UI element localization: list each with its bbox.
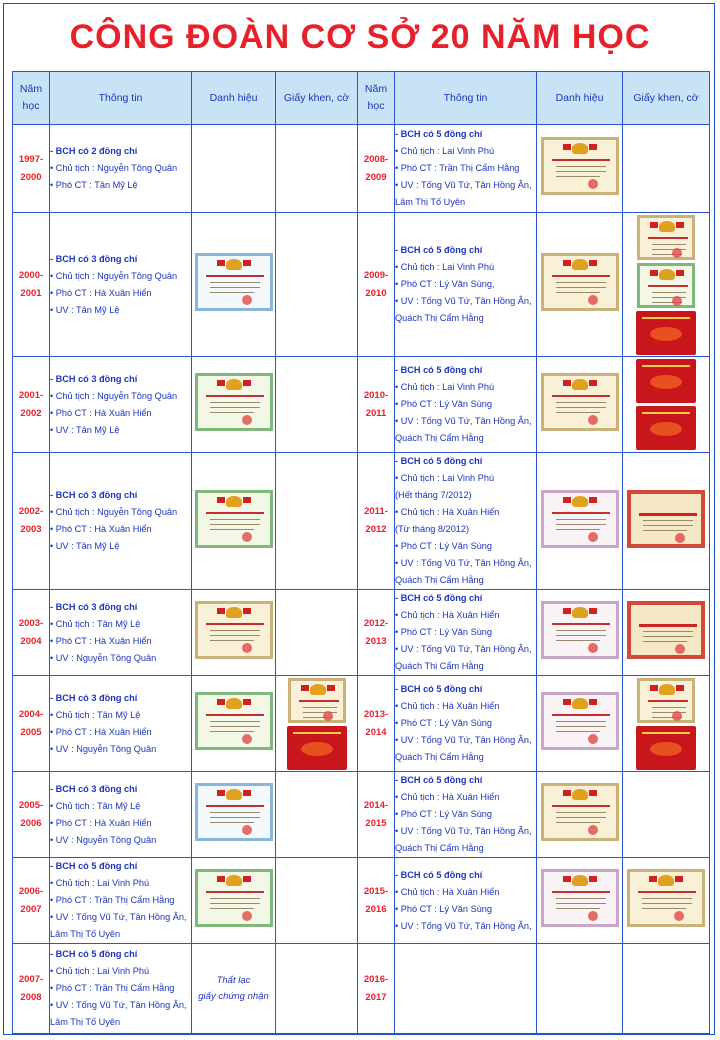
table-row — [13, 772, 710, 858]
award-banner-image — [636, 359, 696, 403]
info-cell: - BCH có 3 đồng chí • Chủ tịch : Nguyễn Tông Quân • Phó CT : Hà Xuân Hiển • UV : Tân Mỹ Lệ — [50, 213, 192, 357]
award-banner-image — [636, 726, 696, 770]
award-certificate-image — [627, 601, 705, 659]
certificate-image — [195, 601, 273, 659]
certificate-image — [195, 373, 273, 431]
table-row — [13, 213, 710, 357]
certificate-image — [541, 601, 619, 659]
info-cell: - BCH có 3 đồng chí • Chủ tịch : Tân Mỹ Lệ • Phó CT : Hà Xuân Hiển • UV : Nguyễn Tông Quân — [50, 676, 192, 772]
awards-cell — [276, 125, 358, 213]
certificate-image — [637, 263, 695, 308]
awards-cell — [276, 772, 358, 858]
awards-cell — [276, 858, 358, 944]
award-banner-image — [287, 726, 347, 770]
info-cell: - BCH có 5 đồng chí • Chủ tịch : Hà Xuân Hiển • Phó CT : Lý Văn Sùng • UV : Tống Vũ Tứ, Tân Hồng Ân, Quách Thị Cẩm Hằng — [395, 590, 537, 676]
page-title: CÔNG ĐOÀN CƠ SỞ 20 NĂM HỌC — [69, 18, 651, 56]
title-cell — [192, 590, 276, 676]
table-row — [13, 858, 710, 944]
certificate-image — [541, 692, 619, 750]
header-info-left: Thông tin — [50, 72, 192, 125]
info-cell: - BCH có 5 đồng chí • Chủ tịch : Lai Vinh Phú • Phó CT : Lý Văn Sùng, • UV : Tống Vũ Tứ, Tân Hồng Ân, Quách Thị Cẩm Hằng — [395, 213, 537, 357]
info-cell: - BCH có 5 đồng chí • Chủ tịch : Lai Vinh Phú • Phó CT : Lý Văn Sùng • UV : Tống Vũ Tứ, Tân Hồng Ân, Quách Thị Cẩm Hằng — [395, 357, 537, 453]
title-cell — [192, 213, 276, 357]
info-cell: - BCH có 2 đồng chí • Chủ tịch : Nguyễn Tông Quân • Phó CT : Tân Mỹ Lệ — [50, 125, 192, 213]
title-cell — [537, 676, 623, 772]
awards-cell — [276, 357, 358, 453]
year-cell: 2016-2017 — [358, 944, 395, 1034]
title-cell — [192, 772, 276, 858]
year-cell: 2005-2006 — [13, 772, 50, 858]
title-cell — [192, 858, 276, 944]
awards-cell — [623, 213, 710, 357]
awards-cell — [623, 858, 710, 944]
awards-cell — [623, 772, 710, 858]
awards-cell — [623, 944, 710, 1034]
year-cell: 2007-2008 — [13, 944, 50, 1034]
award-banner-image — [636, 311, 696, 355]
title-cell — [537, 944, 623, 1034]
header-info-right: Thông tin — [395, 72, 537, 125]
info-cell: - BCH có 3 đồng chí • Chủ tịch : Nguyễn Tông Quân • Phó CT : Hà Xuân Hiển • UV : Tân Mỹ Lệ — [50, 453, 192, 590]
table-row — [13, 453, 710, 590]
awards-cell — [623, 357, 710, 453]
info-cell: - BCH có 5 đồng chí • Chủ tịch : Hà Xuân Hiển • Phó CT : Lý Văn Sùng • UV : Tống Vũ Tứ, Tân Hồng Ân, Quách Thị Cẩm Hằng — [395, 772, 537, 858]
table-row — [13, 676, 710, 772]
awards-cell — [276, 944, 358, 1034]
certificate-image — [541, 137, 619, 195]
header-row — [13, 72, 710, 125]
title-cell — [537, 590, 623, 676]
awards-cell — [623, 453, 710, 590]
table-row — [13, 357, 710, 453]
certificate-image — [195, 490, 273, 548]
info-cell: - BCH có 5 đồng chí • Chủ tịch : Lai Vinh Phú • Phó CT : Trần Thị Cẩm Hằng • UV : Tống Vũ Tứ, Tân Hồng Ân, Lâm Thị Tố Uyên — [50, 944, 192, 1034]
year-cell: 2002-2003 — [13, 453, 50, 590]
certificate-image — [541, 869, 619, 927]
header-year-left: Năm học — [13, 72, 50, 125]
info-cell: - BCH có 3 đồng chí • Chủ tịch : Tân Mỹ Lệ • Phó CT : Hà Xuân Hiển • UV : Nguyễn Tông Quân — [50, 590, 192, 676]
year-cell: 1997-2000 — [13, 125, 50, 213]
year-cell: 2013-2014 — [358, 676, 395, 772]
info-cell: - BCH có 5 đồng chí • Chủ tịch : Hà Xuân Hiển • Phó CT : Lý Văn Sùng • UV : Tống Vũ Tứ, Tân Hồng Ân, Quách Thị Cẩm Hằng — [395, 676, 537, 772]
info-cell: - BCH có 5 đồng chí • Chủ tịch : Lai Vinh Phú (Hết tháng 7/2012) • Chủ tịch : Hà Xuân Hiển (Từ tháng 8/2012) • Phó CT : Lý Văn Sùng • UV : Tống Vũ Tứ, Tân Hồng Ân, Quách Thị Cẩm Hằng — [395, 453, 537, 590]
award-banner-image — [636, 406, 696, 450]
certificate-image — [195, 783, 273, 841]
year-cell: 2000-2001 — [13, 213, 50, 357]
awards-cell — [623, 125, 710, 213]
title-cell — [537, 213, 623, 357]
year-cell: 2011-2012 — [358, 453, 395, 590]
certificate-image — [541, 490, 619, 548]
title-cell — [192, 676, 276, 772]
awards-cell — [276, 676, 358, 772]
year-cell: 2006-2007 — [13, 858, 50, 944]
title-cell — [192, 357, 276, 453]
header-title-right: Danh hiệu — [537, 72, 623, 125]
certificate-image — [637, 678, 695, 723]
info-cell: - BCH có 3 đồng chí • Chủ tịch : Tân Mỹ Lệ • Phó CT : Hà Xuân Hiển • UV : Nguyễn Tông Quân — [50, 772, 192, 858]
awards-cell — [276, 590, 358, 676]
year-cell: 2010-2011 — [358, 357, 395, 453]
year-cell: 2004-2005 — [13, 676, 50, 772]
year-cell: 2014-2015 — [358, 772, 395, 858]
history-table — [12, 71, 710, 1034]
title-cell — [537, 357, 623, 453]
table-row — [13, 944, 710, 1034]
title-cell — [192, 125, 276, 213]
award-certificate-image — [627, 490, 705, 548]
certificate-image — [637, 215, 695, 260]
certificate-image — [195, 692, 273, 750]
certificate-image — [541, 373, 619, 431]
year-cell: 2015-2016 — [358, 858, 395, 944]
table-row — [13, 590, 710, 676]
year-cell: 2012-2013 — [358, 590, 395, 676]
lost-certificate-note: Thất lạc giấy chứng nhận — [198, 974, 269, 1002]
awards-cell — [276, 453, 358, 590]
certificate-image — [288, 678, 346, 723]
award-certificate-image — [627, 869, 705, 927]
title-cell — [537, 858, 623, 944]
header-title-left: Danh hiệu — [192, 72, 276, 125]
title-cell — [537, 772, 623, 858]
certificate-image — [195, 253, 273, 311]
year-cell: 2008-2009 — [358, 125, 395, 213]
year-cell: 2009-2010 — [358, 213, 395, 357]
info-cell: - BCH có 5 đồng chí • Chủ tịch : Lai Vinh Phú • Phó CT : Trần Thị Cẩm Hằng • UV : Tống Vũ Tứ, Tân Hồng Ân, Lâm Thị Tố Uyên — [395, 125, 537, 213]
title-cell — [192, 944, 276, 1034]
info-cell: - BCH có 5 đồng chí • Chủ tịch : Lai Vinh Phú • Phó CT : Trần Thị Cẩm Hằng • UV : Tống Vũ Tứ, Tân Hồng Ân, Lâm Thị Tố Uyên — [50, 858, 192, 944]
info-cell: - BCH có 3 đồng chí • Chủ tịch : Nguyễn Tông Quân • Phó CT : Hà Xuân Hiển • UV : Tân Mỹ Lệ — [50, 357, 192, 453]
awards-cell — [623, 590, 710, 676]
awards-cell — [623, 676, 710, 772]
title-cell — [192, 453, 276, 590]
title-cell — [537, 453, 623, 590]
header-awards-left: Giấy khen, cờ — [276, 72, 358, 125]
certificate-image — [541, 783, 619, 841]
title-cell — [537, 125, 623, 213]
table-row — [13, 125, 710, 213]
info-cell: - BCH có 5 đồng chí • Chủ tịch : Hà Xuân Hiển • Phó CT : Lý Văn Sùng • UV : Tống Vũ Tứ, Tân Hồng Ân, — [395, 858, 537, 944]
year-cell: 2003-2004 — [13, 590, 50, 676]
certificate-image — [541, 253, 619, 311]
header-year-right: Năm học — [358, 72, 395, 125]
header-awards-right: Giấy khen, cờ — [623, 72, 710, 125]
certificate-image — [195, 869, 273, 927]
info-cell — [395, 944, 537, 1034]
year-cell: 2001-2002 — [13, 357, 50, 453]
awards-cell — [276, 213, 358, 357]
